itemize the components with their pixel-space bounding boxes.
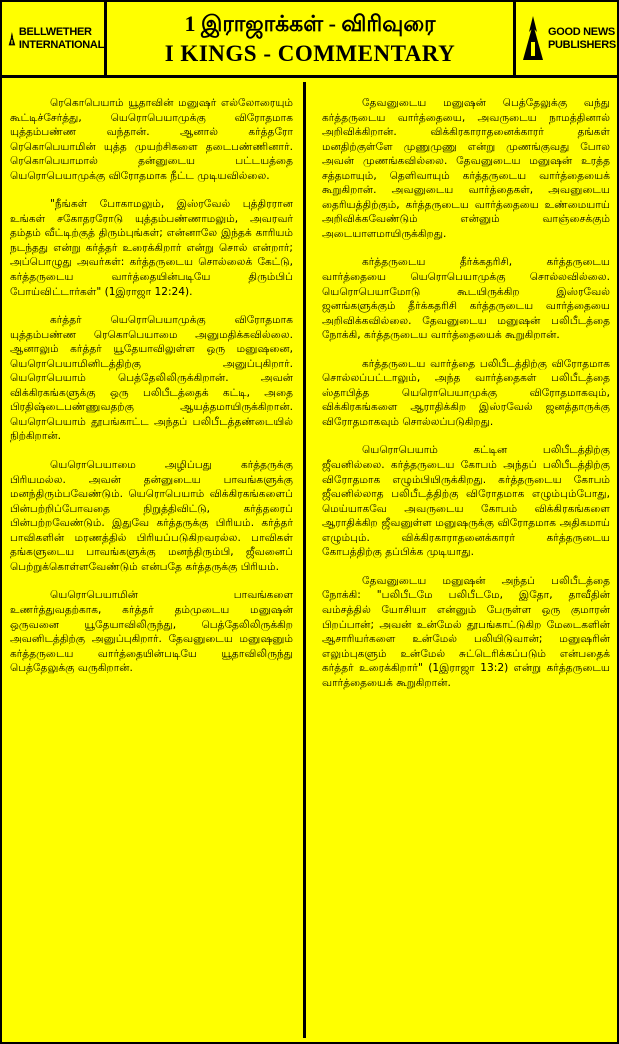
header: [2, 2, 617, 78]
left-column: [10, 82, 306, 1038]
paragraph: கர்த்தருடைய தீர்க்கதரிசி, கர்த்தருடைய வார்த்தையை யெரொபெயாமுக்கு சொல்லவில்லை. யெரொபெயாமோடு கூடயிருக்கிற இஸ்ரவேல் ஜனங்களுக்கும் தீர்க்கதரிசி கர்த்தருடைய வார்த்தையை அறிவிக்கவில்லை. தேவனுடைய மனுஷன் பலிபீடத்தை நோக்கி, கர்த்தருடைய வார்த்தையைக் கூறுகிறான்.: [322, 256, 610, 342]
paragraph: கர்த்தருடைய வார்த்தை பலிபீடத்திற்கு விரோதமாக சொல்லப்பட்டாலும், அந்த வார்த்தைகள் பலிபீடத்தை ஸ்தாபித்த யெரொபெயாமுக்கு விரோதமாகவும், விக்கிரகங்களை ஆராதிக்கிற இஸ்ரவேல் ஜனத்தாருக்கு விரோதமாகவும் சொல்லப்படுகிறது.: [322, 357, 610, 428]
paragraph: யெரொபெயாம் கட்டின பலிபீடத்திற்கு ஜீவனில்லை. கர்த்தருடைய கோபம் அந்தப் பலிபீடத்திற்கு விரோதமாக எழும்பியிருக்கிறது. கர்த்தருடைய கோபம் ஜீவனில்லாத பலிபீடத்திற்கு விரோதமாக எழும்பும்போது, மெய்யாகவே அவருடைய கோபம் விக்கிரகங்களை ஆராதிக்கிற ஜீவனுள்ள மனுஷருக்கு விரோதமாக அதிகமாய் எழும்பும். விக்கிரகாராதனைக்காரர் கர்த்தருடைய கோபத்திற்கு தப்பிக்க முடியாது.: [322, 444, 610, 559]
paragraph: ரெகொபெயாம் யூதாவின் மனுஷர் எல்லோரையும் கூட்டிச்சேர்த்து, யெரொபெயாமுக்கு விரோதமாக யுத்தம்பண்ண வந்தான். ஆனால் கர்த்தரோ ரெகொபெயாமின் யுத்த முயற்சிகளை தடைபண்ணினார். ரெகொபெயாமால் தன்னுடைய பட்டயத்தை யெரொபெயாமுக்கு விரோதமாக நீட்ட முடியவில்லை.: [10, 97, 293, 182]
bellwether-logo-line-1: BELLWETHER: [18, 25, 92, 38]
title-box: [107, 2, 513, 75]
bellwether-logo-text: [19, 26, 104, 52]
good-news-logo: [513, 2, 617, 75]
page-title-tamil: 1 இராஜாக்கள் - விரிவுரை: [184, 10, 436, 36]
bellwether-logo-line-2: INTERNATIONAL: [18, 38, 104, 51]
paragraph: யெரொபெயாமின் பாவங்களை உணர்த்துவதற்காக, கர்த்தர் தம்முடைய மனுஷன் ஒருவனை யூதேயாவிலிருந்து, பெத்தேலிலிருக்கிற அவனிடத்திற்கு அனுப்புகிறார். தேவனுடைய மனுஷனும் கர்த்தருடைய வார்த்தையின்படியே யூதாவிலிருந்து பெத்தேலுக்கு வருகிறான்.: [10, 589, 293, 675]
bellwether-logo: [2, 2, 107, 75]
page-title-english: I KINGS - COMMENTARY: [164, 40, 456, 66]
bellwether-icon: [8, 16, 16, 62]
paragraph: தேவனுடைய மனுஷன் பெத்தேலுக்கு வந்து கர்த்தருடைய வார்த்தையை, அவருடைய நாமத்தினால் அறிவிக்கிறான். விக்கிரகாராதனைக்காரர் தங்கள் மனதிற்குள்ளே முணுமுணு என்று முணங்குவது போல அவன் முணங்கவில்லை. தேவனுடைய மனுஷன் உரத்த சத்தமாயும், தெளிவாயும் கர்த்தருடைய வார்த்தையைக் கூறுகிறான். அவனுடைய வார்த்தைகள், அவனுடைய தைரியத்திற்கும், கர்த்தருடைய வார்த்தையை உண்மையாய் அறிவிக்கவேண்டும் என்னும் வாஞ்சைக்கும் அடையாளமாயிருக்கிறது.: [322, 97, 610, 240]
paragraph: யெரொபெயாமை அழிப்பது கர்த்தருக்கு பிரியமல்ல. அவன் தன்னுடைய பாவங்களுக்கு மனந்திரும்பவேண்டும். யெரொபெயாம் விக்கிரகங்களைப் பின்பற்றிப்போவதை நிறுத்திவிட்டு, கர்த்தரைப் பின்பற்றவேண்டும். இதுவே கர்த்தருக்கு பிரியம். கர்த்தர் பாவிகளின் மரணத்தில் பிரியப்படுகிறவரல்ல. பாவிகள் தங்களுடைய பாவங்களுக்கு மனந்திரும்பி, ஜீவனைப் பெற்றுக்கொள்ளவேண்டும் என்பதே கர்த்தருக்கு பிரியம்.: [10, 459, 293, 573]
good-news-logo-line-1: GOOD NEWS: [548, 25, 615, 38]
paragraph: தேவனுடைய மனுஷன் அந்தப் பலிபீடத்தை நோக்கி: "பலிபீடமே பலிபீடமே, இதோ, தாவீதின் வம்சத்தில் யோசியா என்னும் பேருள்ள ஒரு குமாரன் பிறப்பான்; அவன் உன்மேல் தூபங்காட்டுகிற மேடைகளின் ஆசாரியர்களை உன்மேல் பலியிடுவான்; மனுஷரின் எலும்புகளும் உன்மேல் சுட்டெரிக்கப்படும் என்பதைக் கர்த்தர் உரைக்கிறார்" (1இராஜா 13:2) என்று கர்த்தருடைய வார்த்தையைக் கூறுகிறான்.: [322, 574, 610, 689]
paragraph: "நீங்கள் போகாமலும், இஸ்ரவேல் புத்திரரான உங்கள் சகோதரரோடு யுத்தம்பண்ணாமலும், அவரவர் தம்தம் வீட்டிற்குத் திரும்புங்கள்; என்னாலே இந்தக் காரியம் நடந்தது என்று கர்த்தர் உரைக்கிறார் என்று சொல் என்றார்; அப்பொழுது அவர்கள்: கர்த்தருடைய சொல்லைக் கேட்டு, கர்த்தருடைய வார்த்தையின்படியே திரும்பிப் போய்விட்டார்கள்" (1இராஜா 12:24).: [10, 198, 293, 298]
paragraph: கர்த்தர் யெரொபெயாமுக்கு விரோதமாக யுத்தம்பண்ண ரெகொபெயாமை அனுமதிக்கவில்லை. ஆனாலும் கர்த்தர் யூதேயாவிலுள்ள ஒரு மனுஷனை, யெரொபெயாமினிடத்திற்கு அனுப்புகிறார். யெரொபெயாம் பெத்தேலிலிருக்கிறான். அவன் விக்கிரகங்களுக்கு ஒரு பலிபீடத்தைக் கட்டி, அதை பிரதிஷ்டைபண்ணுவதற்கு ஆயத்தமாயிருக்கிறான். யெரொபெயாம் தூபங்காட்ட அந்தப் பலிபீடத்தண்டையில் நிற்கிறான்.: [10, 314, 293, 443]
right-column: [320, 82, 610, 1038]
good-news-logo-line-2: PUBLISHERS: [548, 38, 616, 51]
good-news-icon: [521, 16, 545, 62]
good-news-logo-text: [548, 26, 616, 52]
